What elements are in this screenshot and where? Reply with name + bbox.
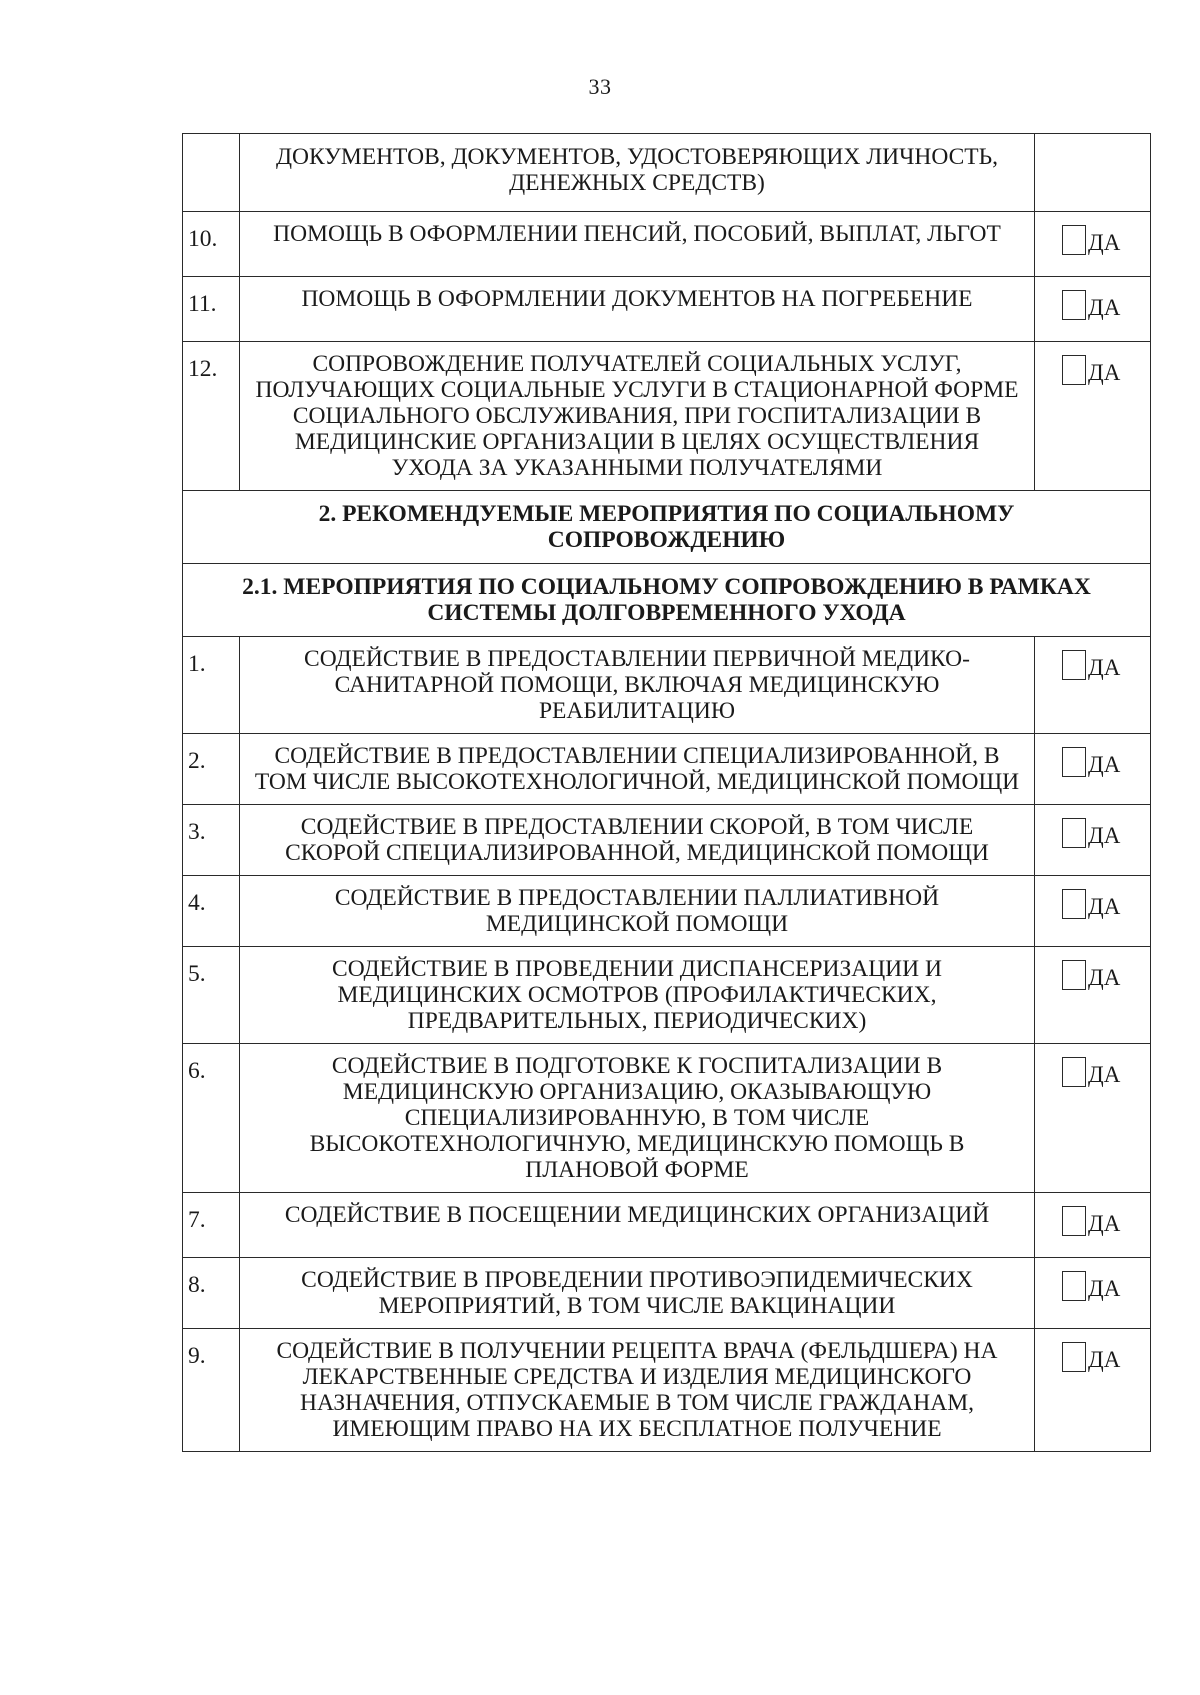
table-row xyxy=(183,277,1151,342)
yes-checkbox[interactable] xyxy=(1062,960,1086,990)
page-number: 33 xyxy=(588,74,612,99)
checkbox-cell xyxy=(1035,212,1151,277)
row-text: СОДЕЙСТВИЕ В ПОДГОТОВКЕ К ГОСПИТАЛИЗАЦИИ В МЕДИЦИНСКУЮ ОРГАНИЗАЦИЮ, ОКАЗЫВАЮЩУЮ СПЕЦИАЛИЗИРОВАННУЮ, В ТОМ ЧИСЛЕ ВЫСОКОТЕХНОЛОГИЧНУЮ, МЕДИЦИНСКУЮ ПОМОЩЬ В ПЛАНОВОЙ ФОРМЕ xyxy=(240,1044,1035,1193)
yes-checkbox-label: ДА xyxy=(1088,965,1121,990)
row-text: ДОКУМЕНТОВ, ДОКУМЕНТОВ, УДОСТОВЕРЯЮЩИХ ЛИЧНОСТЬ, ДЕНЕЖНЫХ СРЕДСТВ) xyxy=(240,134,1035,212)
row-number: 4. xyxy=(183,876,240,947)
checkbox-cell xyxy=(1035,134,1151,212)
table-row xyxy=(183,947,1151,1044)
yes-checkbox[interactable] xyxy=(1062,1342,1086,1372)
yes-checkbox-label: ДА xyxy=(1088,894,1121,919)
row-text: СОДЕЙСТВИЕ В ПРЕДОСТАВЛЕНИИ ПЕРВИЧНОЙ МЕДИКО-САНИТАРНОЙ ПОМОЩИ, ВКЛЮЧАЯ МЕДИЦИНСКУЮ РЕАБИЛИТАЦИЮ xyxy=(240,637,1035,734)
row-text: ПОМОЩЬ В ОФОРМЛЕНИИ ПЕНСИЙ, ПОСОБИЙ, ВЫПЛАТ, ЛЬГОТ xyxy=(240,212,1035,277)
table-row xyxy=(183,637,1151,734)
checkbox-cell xyxy=(1035,637,1151,734)
row-number: 2. xyxy=(183,734,240,805)
table-row xyxy=(183,1193,1151,1258)
row-text: СОДЕЙСТВИЕ В ПРЕДОСТАВЛЕНИИ СКОРОЙ, В ТОМ ЧИСЛЕ СКОРОЙ СПЕЦИАЛИЗИРОВАННОЙ, МЕДИЦИНСКОЙ ПОМОЩИ xyxy=(240,805,1035,876)
yes-checkbox[interactable] xyxy=(1062,1206,1086,1236)
row-text: СОДЕЙСТВИЕ В ПОСЕЩЕНИИ МЕДИЦИНСКИХ ОРГАНИЗАЦИЙ xyxy=(240,1193,1035,1258)
yes-checkbox-label: ДА xyxy=(1088,655,1121,680)
table-row xyxy=(183,1329,1151,1452)
table-row xyxy=(183,212,1151,277)
yes-checkbox[interactable] xyxy=(1062,818,1086,848)
row-text: СОПРОВОЖДЕНИЕ ПОЛУЧАТЕЛЕЙ СОЦИАЛЬНЫХ УСЛУГ, ПОЛУЧАЮЩИХ СОЦИАЛЬНЫЕ УСЛУГИ В СТАЦИОНАРНОЙ ФОРМЕ СОЦИАЛЬНОГО ОБСЛУЖИВАНИЯ, ПРИ ГОСПИТАЛИЗАЦИИ В МЕДИЦИНСКИЕ ОРГАНИЗАЦИИ В ЦЕЛЯХ ОСУЩЕСТВЛЕНИЯ УХОДА ЗА УКАЗАННЫМИ ПОЛУЧАТЕЛЯМИ xyxy=(240,342,1035,491)
checkbox-cell xyxy=(1035,876,1151,947)
yes-checkbox-label: ДА xyxy=(1088,1062,1121,1087)
yes-checkbox[interactable] xyxy=(1062,290,1086,320)
row-number: 10. xyxy=(183,212,240,277)
section-2-1-title: 2.1. МЕРОПРИЯТИЯ ПО СОЦИАЛЬНОМУ СОПРОВОЖДЕНИЮ В РАМКАХ СИСТЕМЫ ДОЛГОВРЕМЕННОГО УХОДА xyxy=(183,564,1151,637)
row-number: 9. xyxy=(183,1329,240,1452)
yes-checkbox-label: ДА xyxy=(1088,752,1121,777)
checkbox-cell xyxy=(1035,277,1151,342)
row-number-cell xyxy=(183,134,240,212)
table-row xyxy=(183,734,1151,805)
yes-checkbox[interactable] xyxy=(1062,355,1086,385)
yes-checkbox-label: ДА xyxy=(1088,230,1121,255)
yes-checkbox-label: ДА xyxy=(1088,360,1121,385)
row-text: СОДЕЙСТВИЕ В ПОЛУЧЕНИИ РЕЦЕПТА ВРАЧА (ФЕЛЬДШЕРА) НА ЛЕКАРСТВЕННЫЕ СРЕДСТВА И ИЗДЕЛИЯ МЕДИЦИНСКОГО НАЗНАЧЕНИЯ, ОТПУСКАЕМЫЕ В ТОМ ЧИСЛЕ ГРАЖДАНАМ, ИМЕЮЩИМ ПРАВО НА ИХ БЕСПЛАТНОЕ ПОЛУЧЕНИЕ xyxy=(240,1329,1035,1452)
yes-checkbox[interactable] xyxy=(1062,1057,1086,1087)
table-row xyxy=(183,876,1151,947)
yes-checkbox-label: ДА xyxy=(1088,295,1121,320)
row-number: 12. xyxy=(183,342,240,491)
row-number: 11. xyxy=(183,277,240,342)
checkbox-cell xyxy=(1035,734,1151,805)
checkbox-cell xyxy=(1035,1329,1151,1452)
row-number: 5. xyxy=(183,947,240,1044)
checkbox-cell xyxy=(1035,342,1151,491)
checkbox-cell xyxy=(1035,1193,1151,1258)
row-text: СОДЕЙСТВИЕ В ПРОВЕДЕНИИ ДИСПАНСЕРИЗАЦИИ И МЕДИЦИНСКИХ ОСМОТРОВ (ПРОФИЛАКТИЧЕСКИХ, ПРЕДВАРИТЕЛЬНЫХ, ПЕРИОДИЧЕСКИХ) xyxy=(240,947,1035,1044)
table-row-continuation xyxy=(183,134,1151,212)
row-text: СОДЕЙСТВИЕ В ПРОВЕДЕНИИ ПРОТИВОЭПИДЕМИЧЕСКИХ МЕРОПРИЯТИЙ, В ТОМ ЧИСЛЕ ВАКЦИНАЦИИ xyxy=(240,1258,1035,1329)
row-text: СОДЕЙСТВИЕ В ПРЕДОСТАВЛЕНИИ ПАЛЛИАТИВНОЙ МЕДИЦИНСКОЙ ПОМОЩИ xyxy=(240,876,1035,947)
row-text: ПОМОЩЬ В ОФОРМЛЕНИИ ДОКУМЕНТОВ НА ПОГРЕБЕНИЕ xyxy=(240,277,1035,342)
yes-checkbox[interactable] xyxy=(1062,889,1086,919)
yes-checkbox-label: ДА xyxy=(1088,1211,1121,1236)
table-row xyxy=(183,805,1151,876)
checkbox-cell xyxy=(1035,1258,1151,1329)
social-support-table xyxy=(182,133,1151,1452)
yes-checkbox[interactable] xyxy=(1062,747,1086,777)
subsection-header-row xyxy=(183,564,1151,637)
checkbox-cell xyxy=(1035,1044,1151,1193)
yes-checkbox[interactable] xyxy=(1062,1271,1086,1301)
yes-checkbox-label: ДА xyxy=(1088,1276,1121,1301)
table-row xyxy=(183,342,1151,491)
table-row xyxy=(183,1044,1151,1193)
row-number: 8. xyxy=(183,1258,240,1329)
row-number: 1. xyxy=(183,637,240,734)
yes-checkbox[interactable] xyxy=(1062,650,1086,680)
row-number: 7. xyxy=(183,1193,240,1258)
row-number: 6. xyxy=(183,1044,240,1193)
row-number: 3. xyxy=(183,805,240,876)
row-text: СОДЕЙСТВИЕ В ПРЕДОСТАВЛЕНИИ СПЕЦИАЛИЗИРОВАННОЙ, В ТОМ ЧИСЛЕ ВЫСОКОТЕХНОЛОГИЧНОЙ, МЕДИЦИНСКОЙ ПОМОЩИ xyxy=(240,734,1035,805)
section-header-row xyxy=(183,491,1151,564)
table-row xyxy=(183,1258,1151,1329)
section-2-title: 2. РЕКОМЕНДУЕМЫЕ МЕРОПРИЯТИЯ ПО СОЦИАЛЬНОМУ СОПРОВОЖДЕНИЮ xyxy=(183,491,1151,564)
checkbox-cell xyxy=(1035,805,1151,876)
yes-checkbox[interactable] xyxy=(1062,225,1086,255)
yes-checkbox-label: ДА xyxy=(1088,823,1121,848)
checkbox-cell xyxy=(1035,947,1151,1044)
yes-checkbox-label: ДА xyxy=(1088,1347,1121,1372)
